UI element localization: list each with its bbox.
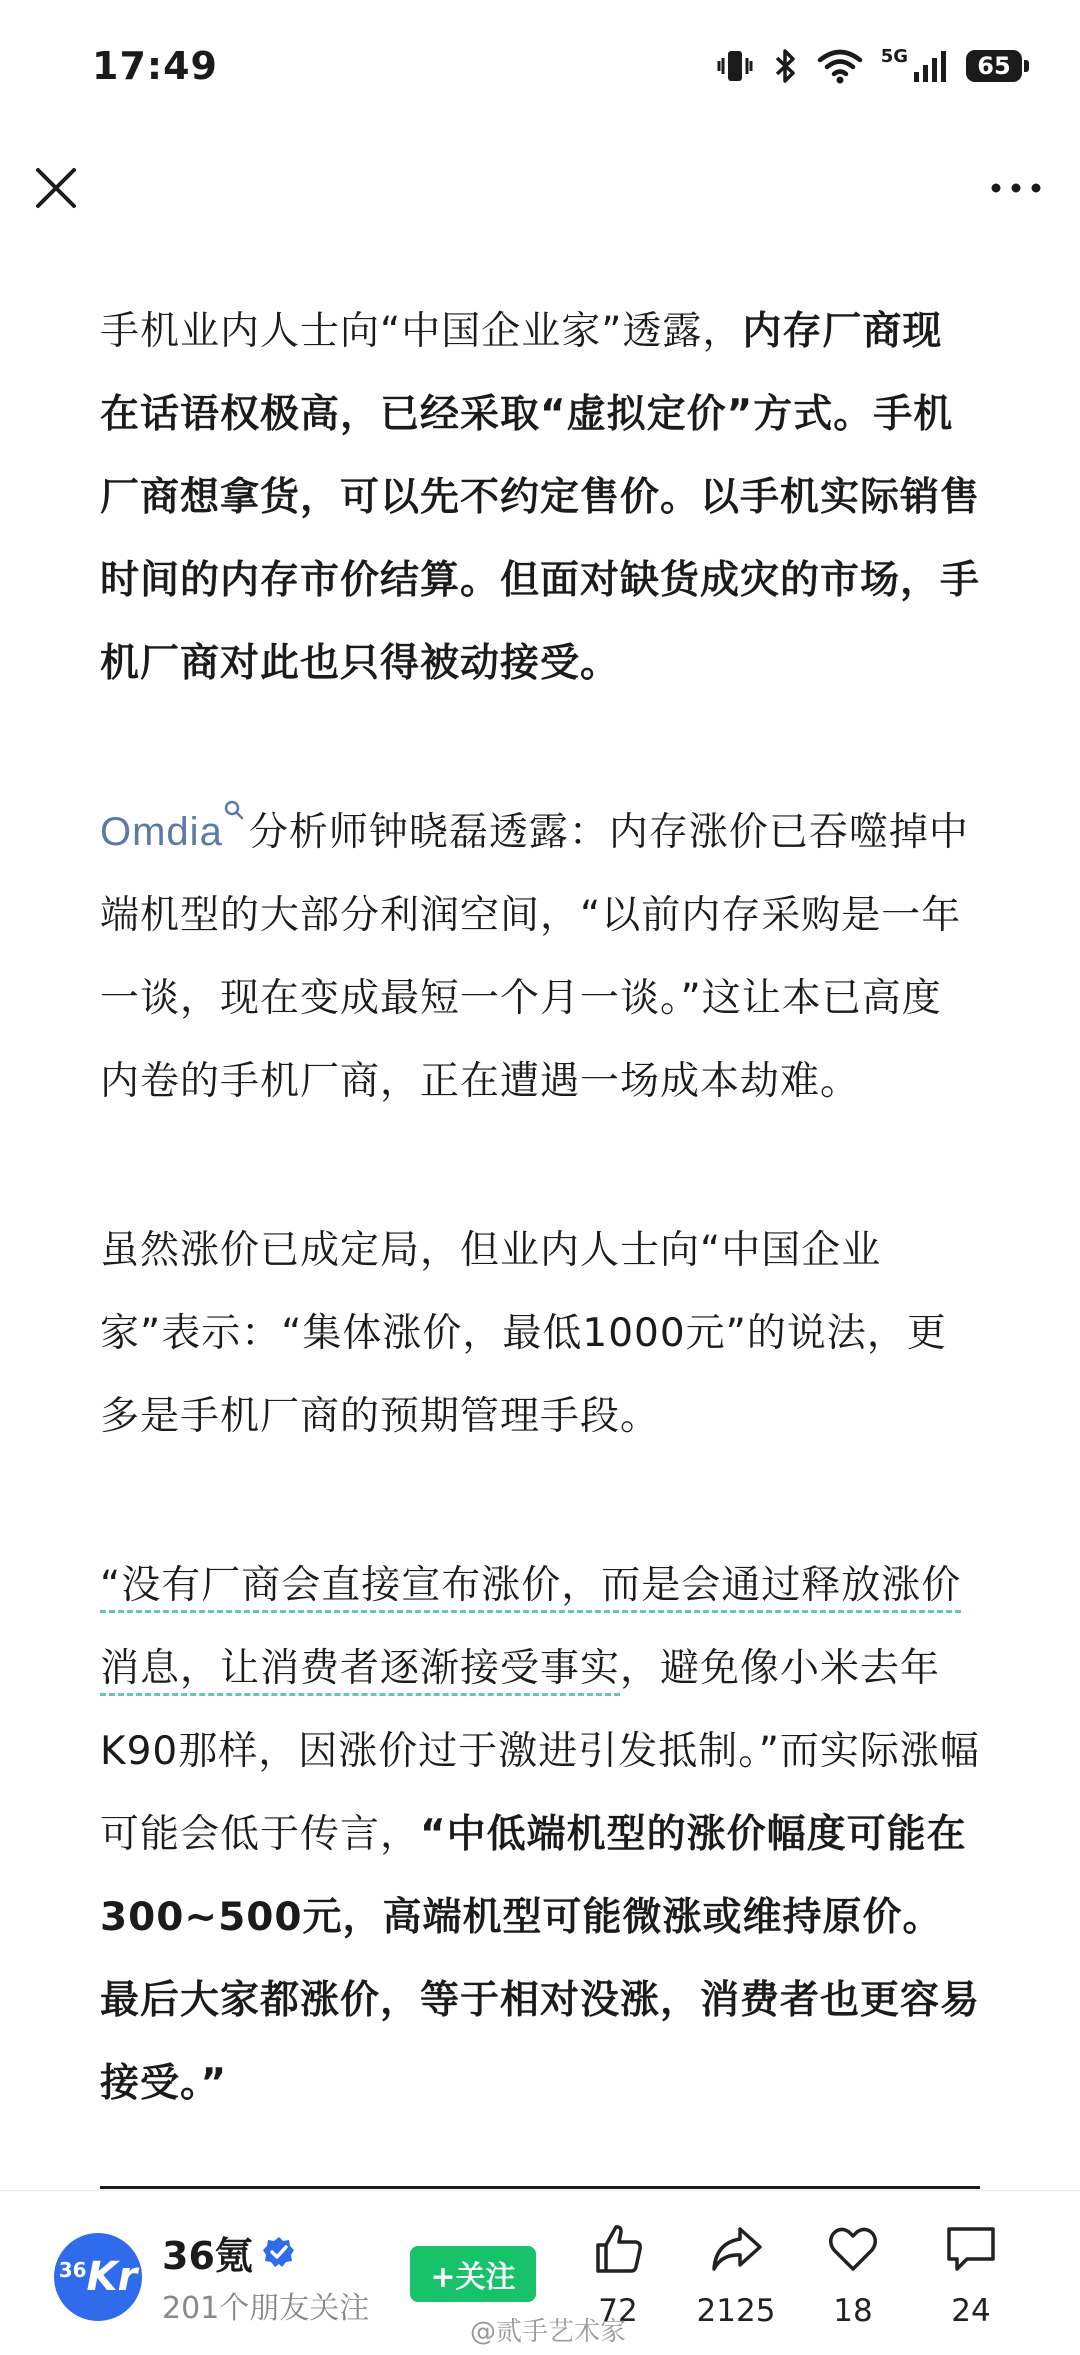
vibrate-icon	[715, 46, 755, 86]
followers-count: 201个朋友关注	[162, 2291, 370, 2326]
bottom-action-bar	[0, 2190, 1080, 2355]
omdia-link[interactable]: Omdia	[100, 810, 223, 854]
signal-icon	[912, 48, 948, 84]
status-bar	[0, 0, 1080, 140]
favorite-count: 18	[833, 2293, 873, 2329]
comment-icon	[943, 2221, 999, 2277]
paragraph-2-text: 分析师钟晓磊透露：内存涨价已吞噬掉中端机型的大部分利润空间，“以前内存采购是一年一谈，现在变成最短一个月一谈。”这让本已高度内卷的手机厂商，正在遭遇一场成本劫难。	[100, 810, 969, 1104]
paragraph-1	[100, 290, 980, 705]
paragraph-4-bold: “中低端机型的涨价幅度可能在300~500元，高端机型可能微涨或维持原价。最后大家都涨价，等于相对没涨，消费者也更容易接受。”	[100, 1812, 981, 2106]
more-icon	[986, 168, 1046, 208]
paragraph-3-text: 虽然涨价已成定局，但业内人士向“中国企业家”表示：“集体涨价，最低1000元”的说法，更多是手机厂商的预期管理手段。	[100, 1228, 947, 1439]
status-icons	[715, 46, 1022, 86]
paragraph-2	[100, 791, 980, 1123]
close-button[interactable]	[30, 162, 82, 214]
thumbs-up-icon	[590, 2221, 646, 2277]
paragraph-4	[100, 1544, 980, 2125]
favorite-button[interactable]	[798, 2221, 908, 2329]
close-icon	[30, 162, 82, 214]
author-avatar[interactable]	[54, 2233, 142, 2321]
watermark: @贰手艺术家	[470, 2317, 627, 2347]
bluetooth-icon	[773, 46, 799, 86]
verified-icon	[262, 2235, 296, 2269]
follow-button[interactable]: +关注	[410, 2246, 536, 2302]
heart-icon	[825, 2221, 881, 2277]
comment-count: 24	[951, 2293, 991, 2329]
highlighted-quote[interactable]: “没有厂商会直接宣布涨价，而是会通过释放涨价消息，让消费者逐渐接受事实	[100, 1563, 962, 1691]
avatar-text-2: Kr	[86, 2254, 138, 2300]
share-button[interactable]	[681, 2221, 791, 2329]
paragraph-1-text: 手机业内人士向“中国企业家”透露，	[100, 309, 743, 354]
like-count: 72	[598, 2293, 638, 2329]
more-button[interactable]	[986, 168, 1046, 208]
wifi-icon	[817, 48, 863, 84]
article-body	[100, 290, 980, 2211]
network-label: 5G	[880, 45, 908, 67]
share-icon	[708, 2221, 764, 2277]
avatar-text-1: 36	[58, 2258, 87, 2282]
section-divider	[100, 2186, 980, 2189]
search-icon[interactable]	[223, 799, 245, 821]
paragraph-3	[100, 1209, 980, 1458]
share-count: 2125	[696, 2293, 776, 2329]
paragraph-4-text: ，避免像小米去年K90那样，因涨价过于激进引发抵制。”而实际涨幅可能会低于传言，	[100, 1646, 980, 1857]
author-name[interactable]: 36氪	[162, 2234, 253, 2278]
status-time: 17:49	[92, 44, 218, 88]
paragraph-1-bold: 内存厂商现在话语权极高，已经采取“虚拟定价”方式。手机厂商想拿货，可以先不约定售价。以手机实际销售时间的内存市价结算。但面对缺货成灾的市场，手机厂商对此也只得被动接受。	[100, 309, 981, 686]
top-nav	[0, 140, 1080, 240]
battery-icon: 65	[966, 50, 1022, 82]
comment-button[interactable]	[916, 2221, 1026, 2329]
